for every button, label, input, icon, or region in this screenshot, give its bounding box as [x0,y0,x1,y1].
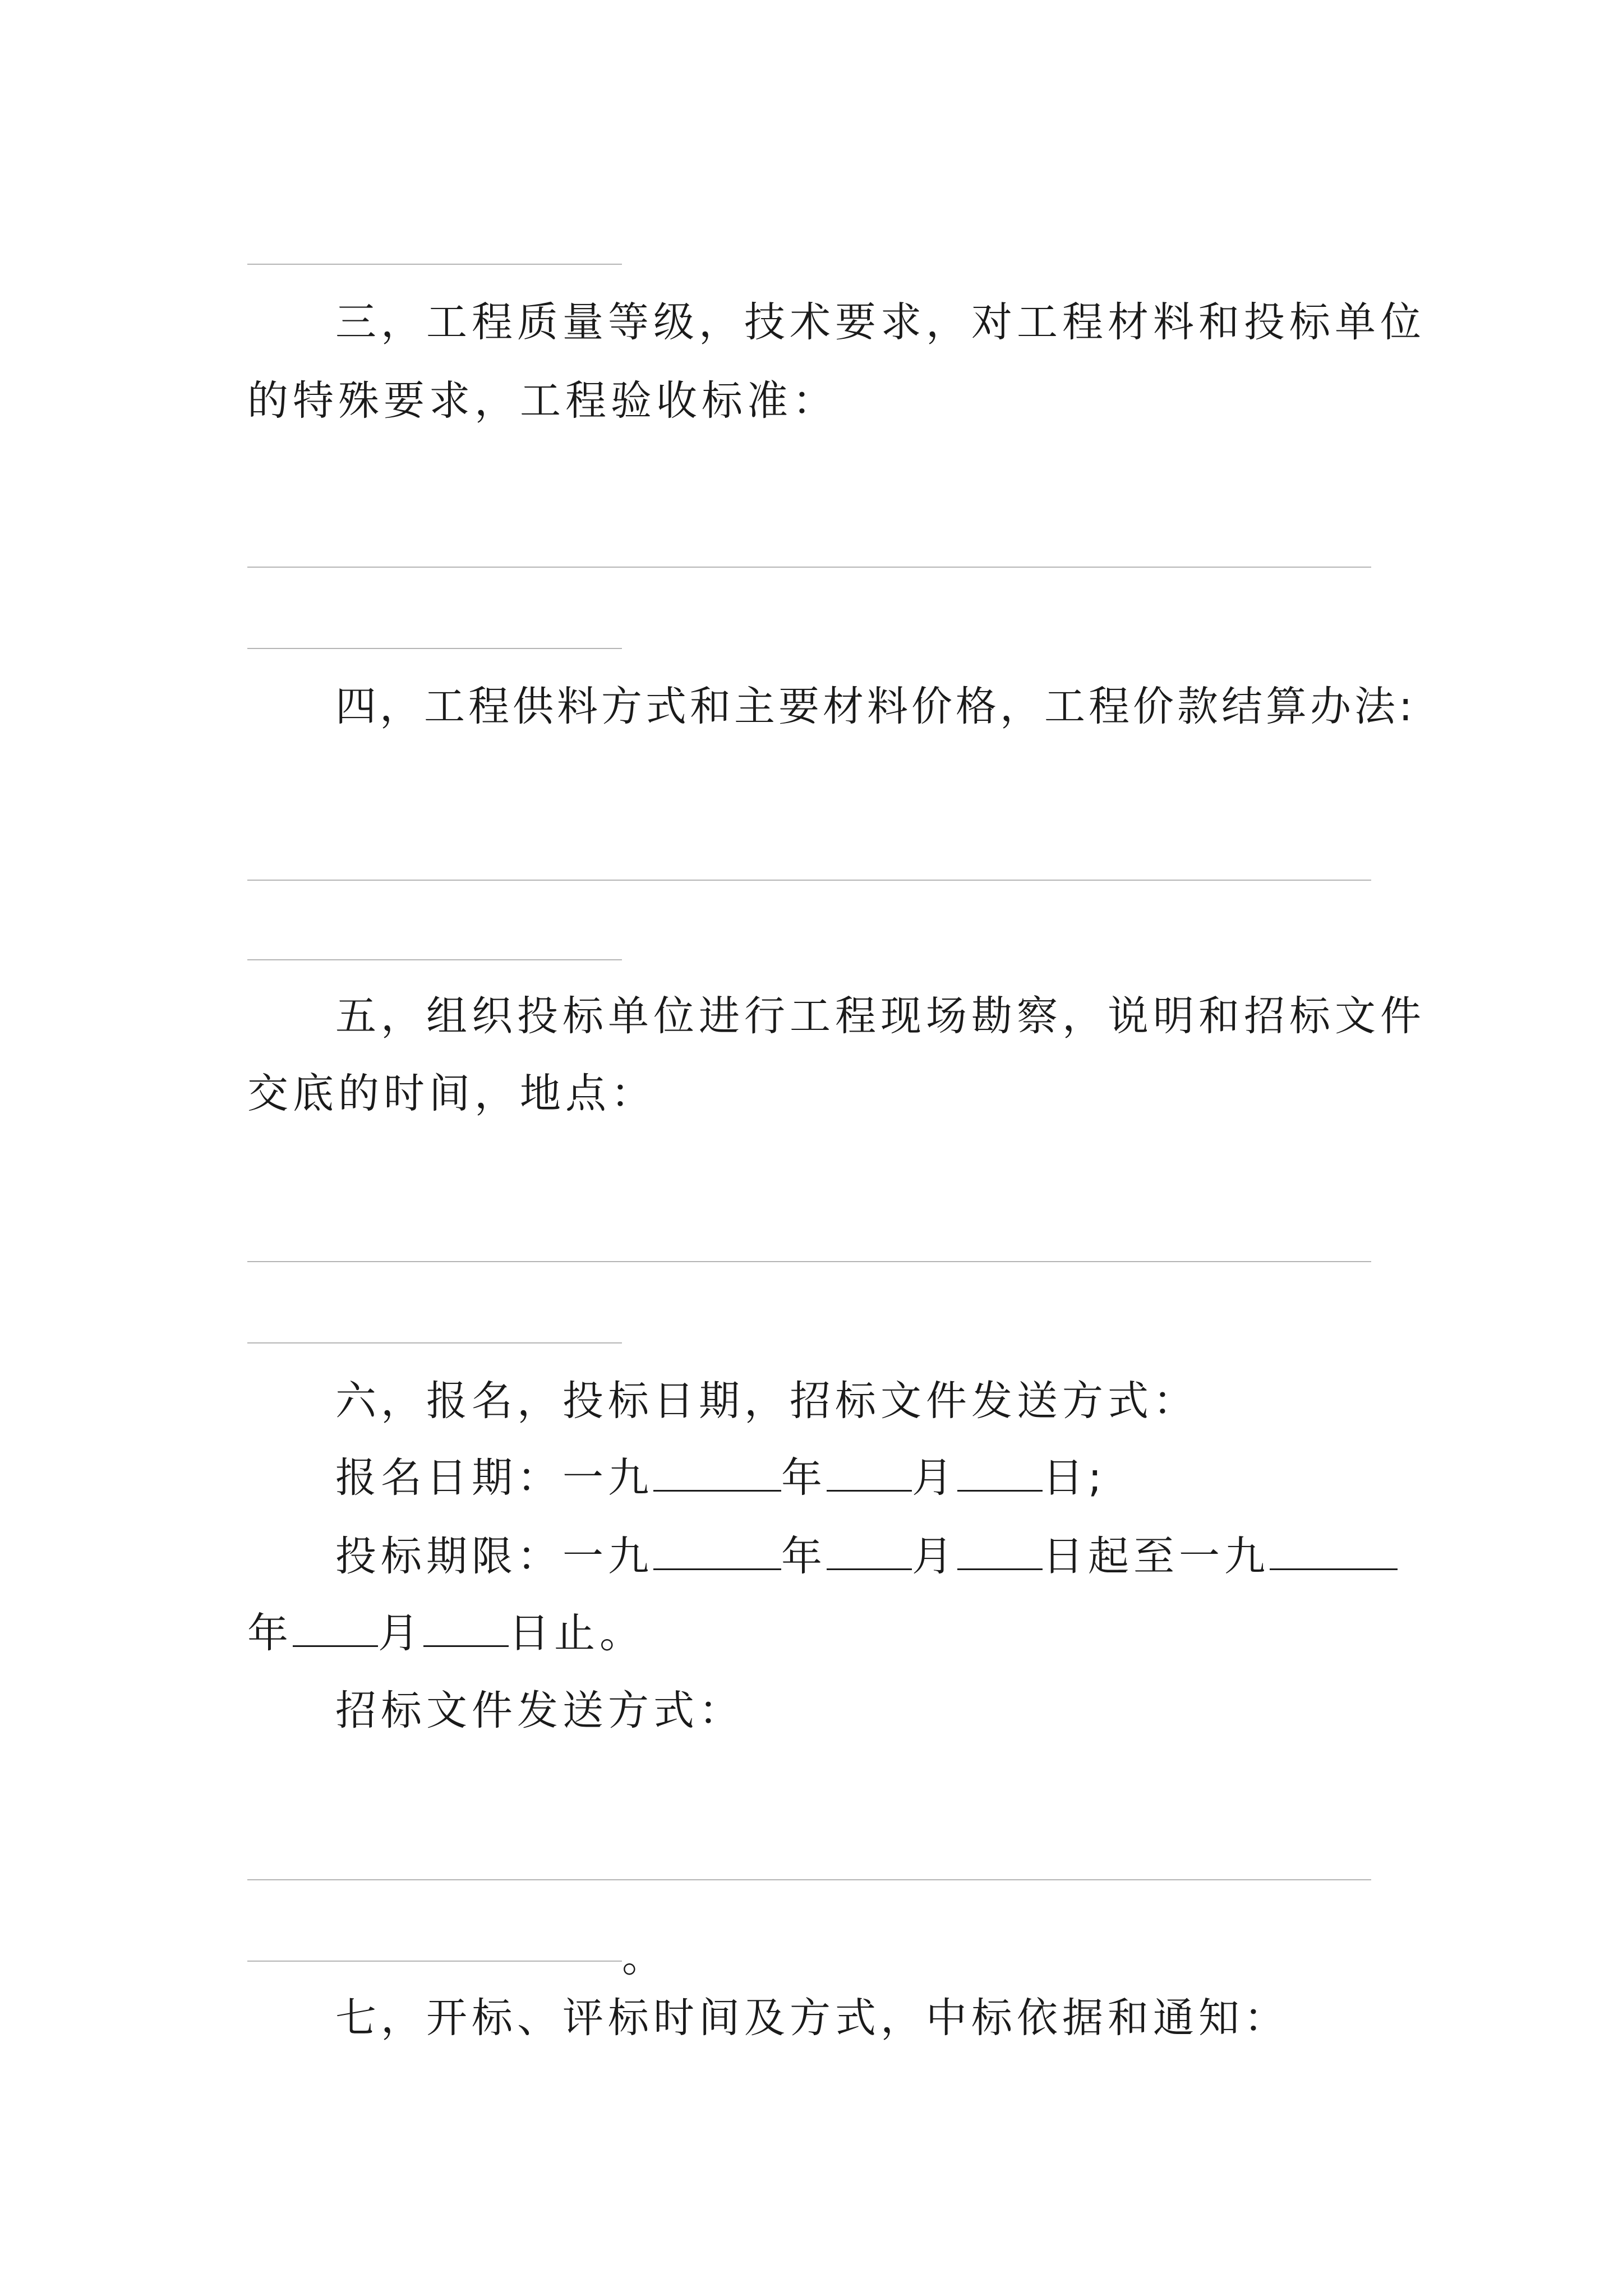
registration-date-row [335,1450,1106,1506]
year-label: 年 [247,1609,293,1657]
blank-line-full [247,1261,1371,1262]
registration-date-label: 报名日期：一九 [335,1454,653,1502]
blank-line-short [247,264,622,265]
blank-line-short [247,1342,622,1343]
month-blank [293,1611,378,1647]
bid-period-row [335,1529,1398,1585]
day-blank [423,1611,509,1647]
month-label: 月 [912,1454,957,1502]
end-mark: 。 [622,1934,663,1981]
year-label: 年 [781,1454,827,1502]
section-3-line-1: 三，工程质量等级，技术要求，对工程材料和投标单位 [335,298,1426,346]
section-5-line-2: 交底的时间，地点： [247,1070,656,1117]
send-method-label: 招标文件发送方式： [335,1687,744,1734]
month-label: 月 [912,1533,957,1580]
section-5-line-1: 五，组织投标单位进行工程现场勘察，说明和招标文件 [335,992,1426,1040]
blank-line-short [247,648,622,649]
blank-line-short [247,959,622,960]
section-7-heading: 七，开标、评标时间及方式，中标依据和通知： [335,1994,1289,2042]
blank-line-full [247,567,1371,568]
year-blank [653,1455,781,1492]
section-4-line-1: 四，工程供料方式和主要材料价格，工程价款结算办法: [335,683,1416,730]
blank-line-full [247,880,1371,881]
day-from-label: 日起至一九 [1043,1533,1270,1580]
bid-period-label: 投标期限：一九 [335,1533,653,1580]
year-label: 年 [781,1533,827,1580]
day-blank [957,1455,1043,1492]
month-blank [827,1455,912,1492]
year-blank [1270,1534,1398,1570]
bid-period-row-cont [247,1605,645,1662]
section-6-heading: 六，报名，投标日期，招标文件发送方式： [335,1377,1198,1425]
section-3-line-2: 的特殊要求，工程验收标准： [247,377,838,425]
month-blank [827,1534,912,1570]
month-label: 月 [378,1609,423,1657]
day-label: 日; [1043,1454,1106,1502]
blank-line-short [247,1961,622,1962]
year-blank [653,1534,781,1570]
day-blank [957,1534,1043,1570]
blank-line-full [247,1879,1371,1880]
day-stop-label: 日止。 [509,1609,645,1657]
